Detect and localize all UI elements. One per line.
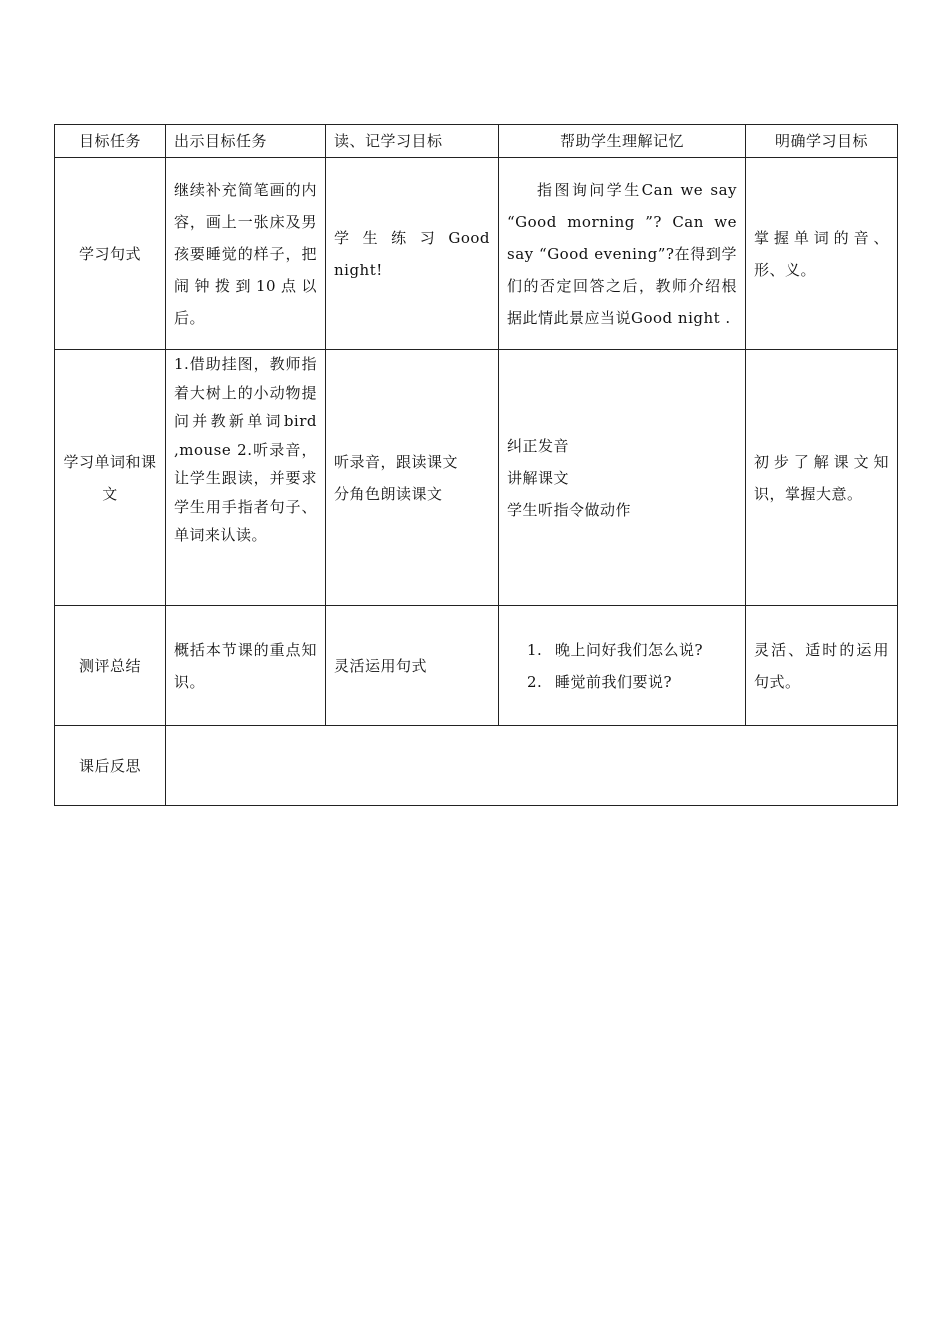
help-line: 纠正发音 <box>507 436 570 455</box>
lesson-plan-table <box>54 124 898 806</box>
student-activity-cell: 学 生 练 习 Good night! <box>326 158 499 350</box>
stage-cell: 学习单词和课文 <box>55 350 166 606</box>
list-text: 晚上问好我们怎么说? <box>555 640 704 659</box>
teacher-activity-cell: 1.借助挂图，教师指着大树上的小动物提问并教新单词bird ,mouse 2.听录音，让学生跟读，并要求学生用手指者句子、单词来认读。 <box>166 350 326 606</box>
goal-cell: 初步了解课文知识，掌握大意。 <box>746 350 898 606</box>
student-activity-line: 分角色朗读课文 <box>334 484 443 503</box>
student-activity-cell <box>326 350 499 606</box>
list-text: 睡觉前我们要说? <box>555 672 673 691</box>
help-text: 指图询问学生Can we say “Good morning ”? Can we say “Good evening”?在得到学们的否定回答之后，教师介绍根据此情此景应当说Good night . <box>507 180 737 327</box>
stage-cell: 课后反思 <box>55 726 166 806</box>
stage-cell: 学习句式 <box>55 158 166 350</box>
student-activity-line: 听录音，跟读课文 <box>334 452 459 471</box>
list-item <box>527 666 737 698</box>
reflection-cell <box>166 726 898 806</box>
header-cell: 明确学习目标 <box>746 125 898 158</box>
table-row <box>55 158 898 350</box>
goal-cell: 掌握单词的音、形、义。 <box>746 158 898 350</box>
header-cell: 目标任务 <box>55 125 166 158</box>
list-item <box>527 634 737 666</box>
help-line: 讲解课文 <box>507 468 570 487</box>
list-number: 1. <box>527 640 543 659</box>
goal-cell: 灵活、适时的运用句式。 <box>746 606 898 726</box>
header-cell: 读、记学习目标 <box>326 125 499 158</box>
student-activity-cell: 灵活运用句式 <box>326 606 499 726</box>
list-number: 2. <box>527 672 543 691</box>
help-cell <box>499 158 746 350</box>
help-cell <box>499 606 746 726</box>
teacher-activity-cell: 继续补充简笔画的内容，画上一张床及男孩要睡觉的样子，把闹钟拨到10点以后。 <box>166 158 326 350</box>
table-row <box>55 606 898 726</box>
table-row <box>55 350 898 606</box>
table-row <box>55 726 898 806</box>
header-row <box>55 125 898 158</box>
help-line: 学生听指令做动作 <box>507 500 632 519</box>
teacher-activity-cell: 概括本节课的重点知识。 <box>166 606 326 726</box>
question-list <box>507 634 737 698</box>
help-cell <box>499 350 746 606</box>
header-cell: 帮助学生理解记忆 <box>499 125 746 158</box>
header-cell: 出示目标任务 <box>166 125 326 158</box>
stage-cell: 测评总结 <box>55 606 166 726</box>
